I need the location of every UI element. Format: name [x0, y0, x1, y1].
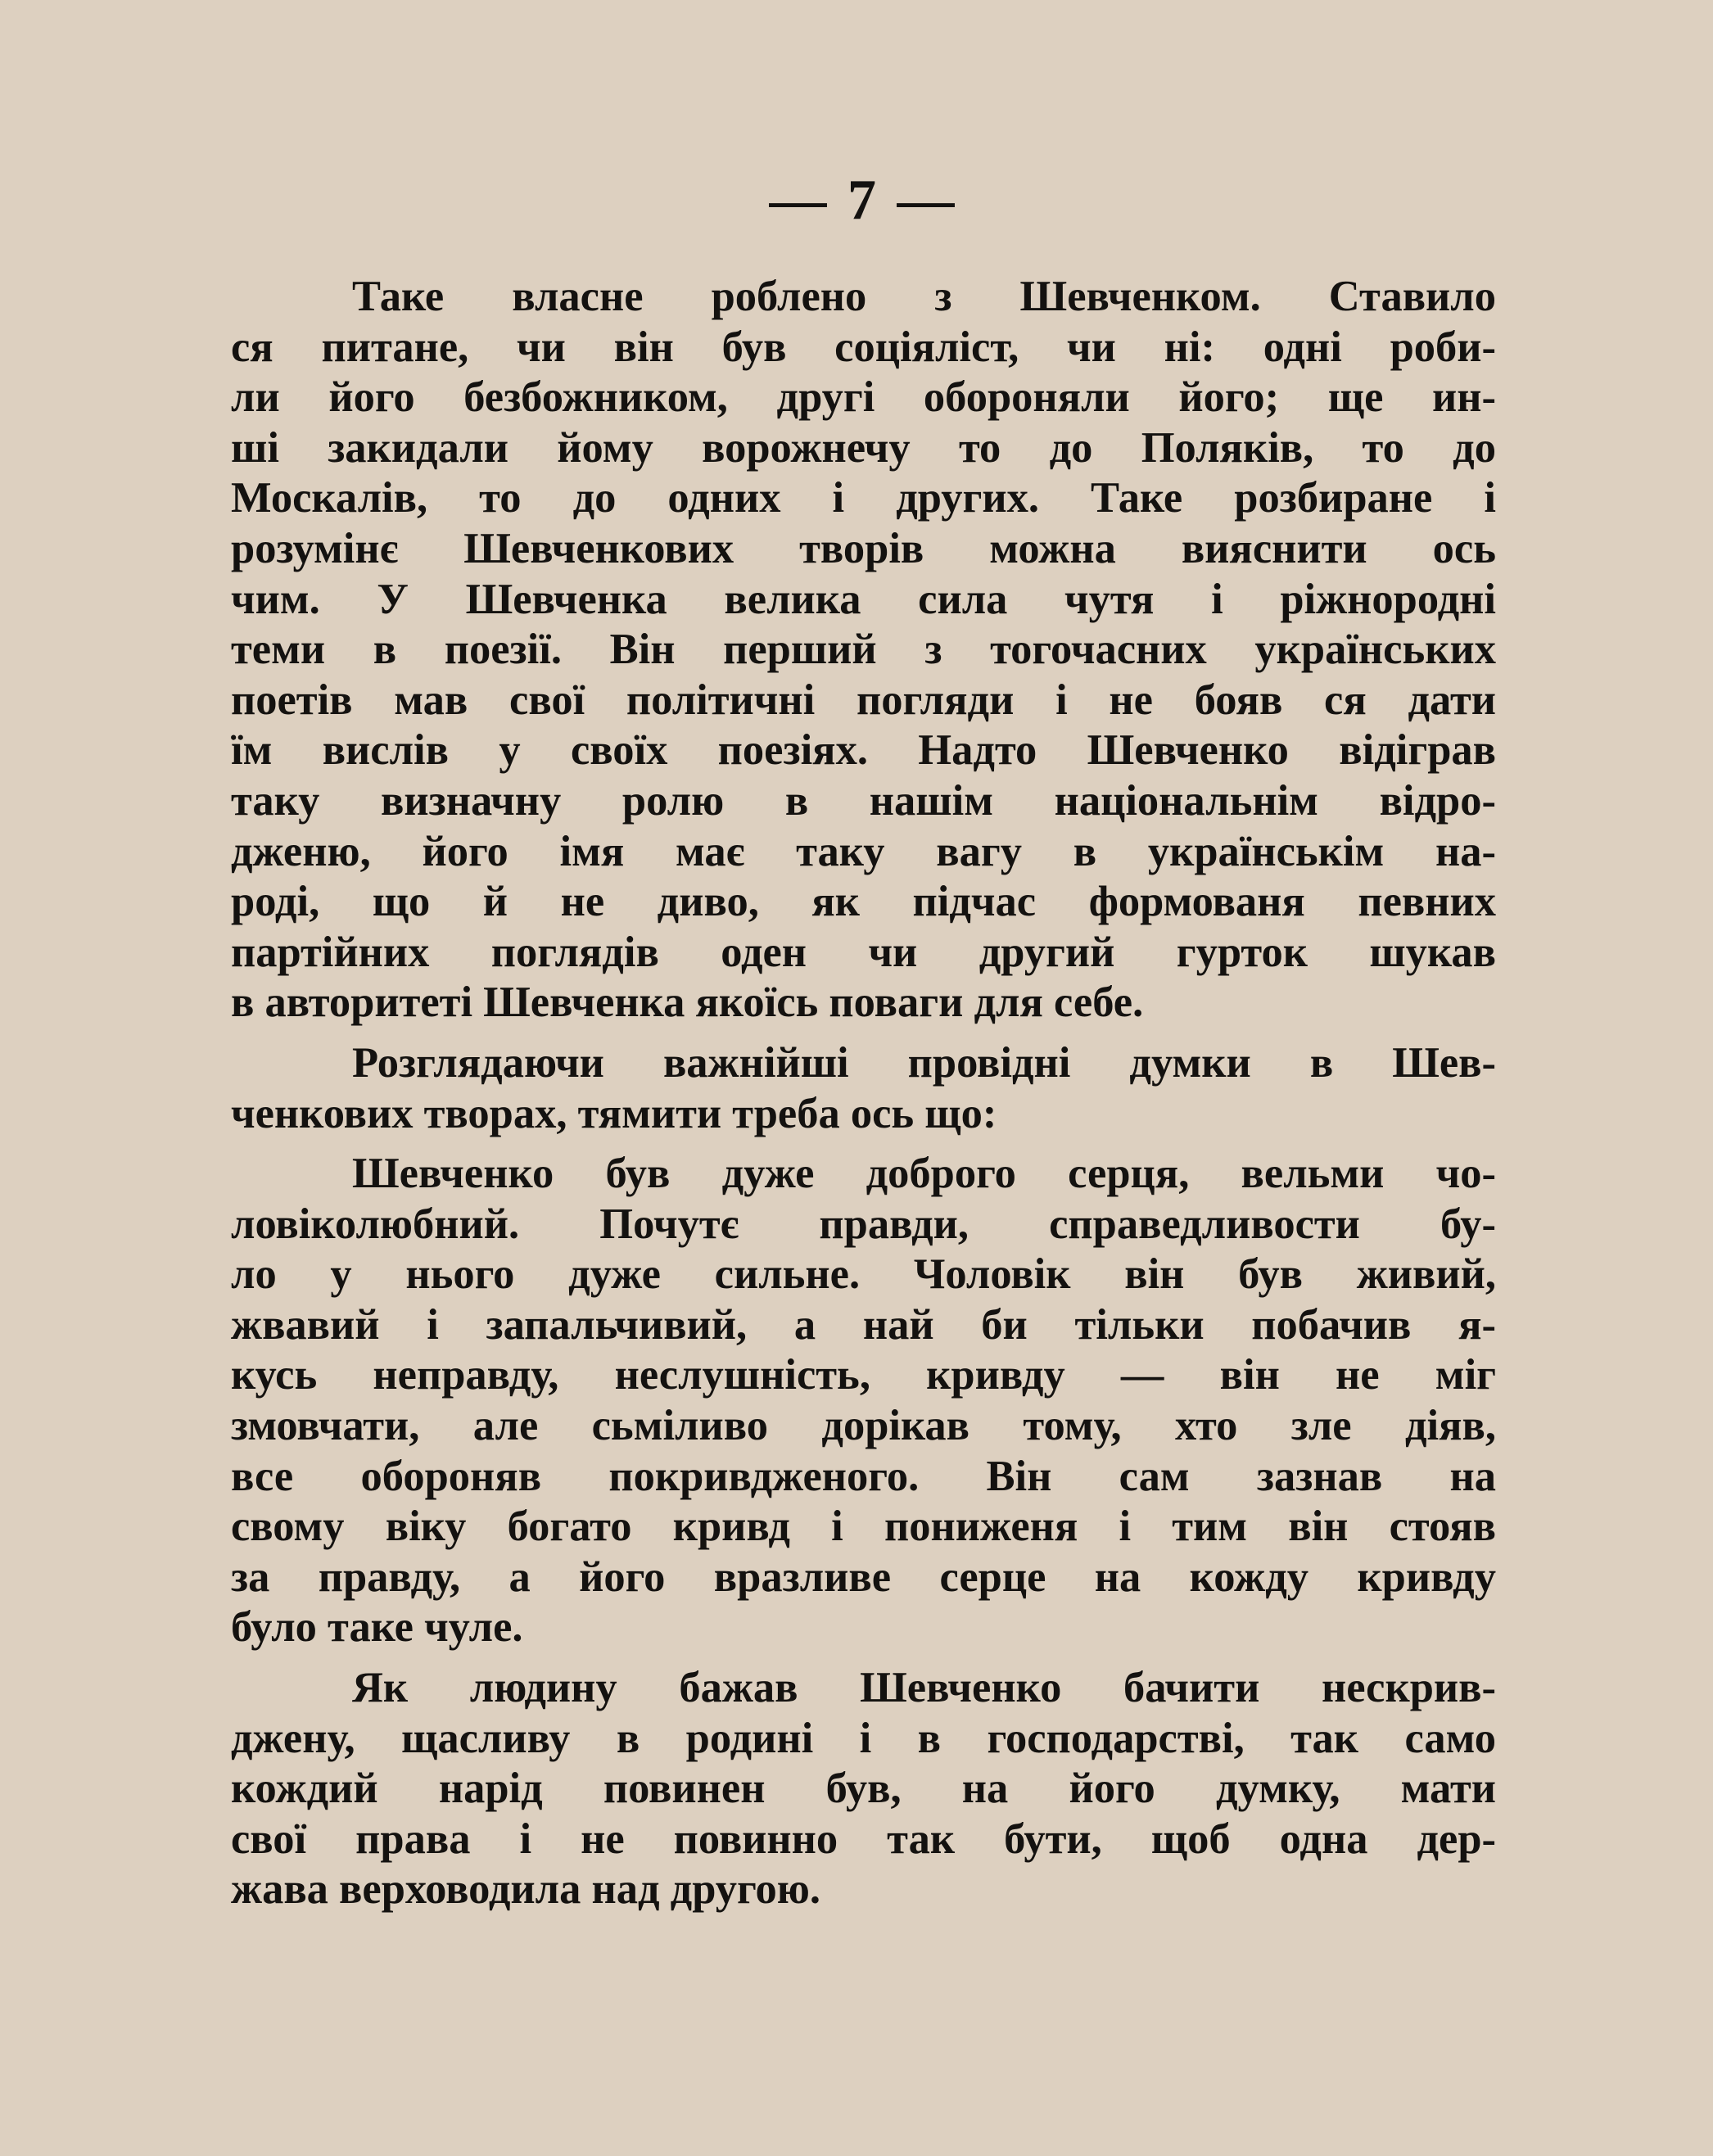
book-page — [231, 164, 1496, 1925]
text-line: чим. У Шевченка велика сила чутя і ріжнородні — [231, 575, 1496, 623]
text-line: партійних поглядів оден чи другий гурток шукав — [231, 928, 1496, 976]
text-line: все обороняв покривдженого. Він сам зазнав на — [231, 1452, 1496, 1500]
text-line: ші закидали йому ворожнечу то до Поляків, то до — [231, 423, 1496, 472]
text-line: ло у нього дуже сильне. Чоловік він був живий, — [231, 1250, 1496, 1299]
paragraph-3 — [231, 1149, 1496, 1653]
text-line: кождий нарід повинен був, на його думку, мати — [231, 1765, 1496, 1813]
page-number: — 7 — — [769, 169, 958, 232]
text-line: свої права і не повинно так бути, щоб одна дер- — [231, 1815, 1496, 1863]
text-line: дженю, його імя має таку вагу в українськім на- — [231, 827, 1496, 875]
text-line: жава верховодила над другою. — [231, 1865, 820, 1914]
text-line: в авторитеті Шевченка якоїсь поваги для себе. — [231, 979, 1144, 1027]
text-line: кусь неправду, неслушність, кривду — він не міг — [231, 1351, 1496, 1399]
text-line: Як людину бажав Шевченко бачити нескрив- — [352, 1664, 1496, 1712]
paragraph-1 — [231, 272, 1496, 1028]
text-line: свому віку богато кривд і пониженя і тим він стояв — [231, 1503, 1496, 1551]
text-line: ся питане, чи він був соціяліст, чи ні: одні роби- — [231, 323, 1496, 371]
text-line: Москалів, то до одних і других. Таке розбиране і — [231, 474, 1496, 522]
text-line: жвавий і запальчивий, а най би тільки побачив я- — [231, 1300, 1496, 1349]
text-line: джену, щасливу в родині і в господарстві, так само — [231, 1714, 1496, 1762]
text-line: їм вислів у своїх поезіях. Надто Шевченко відіграв — [231, 726, 1496, 775]
paragraph-4 — [231, 1663, 1496, 1915]
text-line: Розглядаючи важнійші провідні думки в Шев- — [352, 1038, 1496, 1087]
text-line: ли його безбожником, другі обороняли його; ще ин- — [231, 373, 1496, 422]
text-line: ловіколюбний. Почутє правди, справедливости бу- — [231, 1200, 1496, 1248]
text-line: Шевченко був дуже доброго серця, вельми чо- — [352, 1150, 1496, 1198]
text-line: за правду, а його вразливе серце на кожду кривду — [231, 1553, 1496, 1601]
text-line: теми в поезії. Він перший з тогочасних українських — [231, 626, 1496, 674]
text-line: роді, що й не диво, як підчас формованя певних — [231, 878, 1496, 926]
paragraph-2 — [231, 1038, 1496, 1139]
text-line: Таке власне роблено з Шевченком. Ставило — [352, 273, 1496, 320]
text-line: ченкових творах, тямити треба ось що: — [231, 1089, 997, 1137]
text-line: змовчати, але сьміливо дорікав тому, хто зле діяв, — [231, 1402, 1496, 1450]
text-line: було таке чуле. — [231, 1603, 523, 1652]
text-line: розумінє Шевченкових творів можна вияснити ось — [231, 524, 1496, 572]
text-line: таку визначну ролю в нашім національнім відро- — [231, 776, 1496, 825]
text-line: поетів мав свої політичні погляди і не бояв ся дати — [231, 676, 1496, 724]
